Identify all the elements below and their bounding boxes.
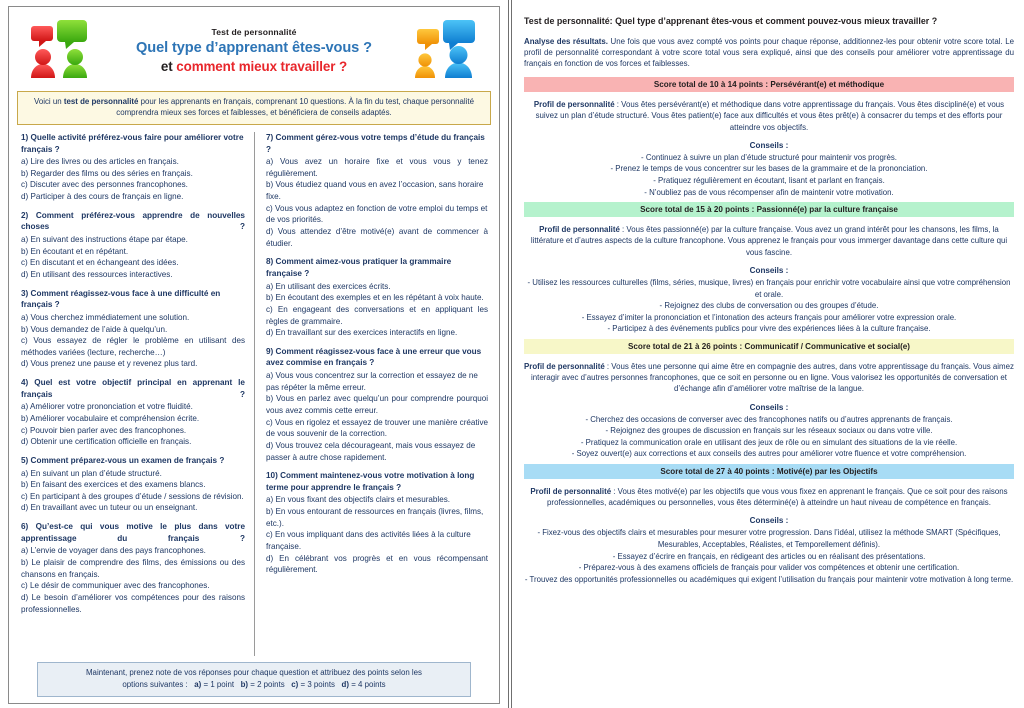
intro-before: Voici un [34, 97, 64, 106]
profile-label: Profil de personnalité [524, 361, 605, 371]
question-option[interactable]: c) Vous essayez de régler le problème en utilisant des méthodes variées (lecture, recherche…) [21, 336, 245, 357]
advice-item: - Trouvez des opportunités professionnelles ou académiques qui exigent l’utilisation du français pour maintenir votre motivation à long terme. [524, 574, 1014, 584]
speech-bubbles-red-green-icon [19, 16, 105, 84]
left-page-header [15, 12, 493, 88]
advice-item: - Prenez le temps de vous concentrer sur les bases de la grammaire et de la prononciation. [610, 164, 928, 174]
question-option[interactable]: b) Améliorer vocabulaire et compréhension écrite. [21, 414, 200, 423]
right-page [512, 0, 1024, 708]
score-band: Score total de 21 à 26 points : Communicatif / Communicative et social(e) [524, 339, 1014, 354]
question-option[interactable]: c) En discutant et en échangeant des idées. [21, 258, 179, 268]
question-option[interactable]: c) En participant à des groupes d’étude / sessions de révision. [21, 491, 244, 501]
question-option[interactable]: b) Regarder des films ou des séries en français. [21, 168, 193, 178]
question-title: 5) Comment préparez-vous un examen de français ? [21, 455, 225, 465]
profile-paragraph [524, 486, 1014, 508]
question-title: 6) Qu’est-ce qui vous motive le plus dans votre apprentissage du français ? [21, 522, 245, 543]
question-option[interactable]: b) Vous étudiez quand vous en avez l’occasion, sans horaire fixe. [266, 180, 484, 202]
profile-label: Profil de personnalité [533, 100, 615, 110]
advice-item: - Soyez ouvert(e) aux corrections et aux conseils des autres pour améliorer votre fluence et votre compréhension. [571, 449, 967, 459]
advice-item: - Rejoignez des clubs de conversation ou des groupes d’étude. [659, 301, 879, 311]
question-option[interactable]: a) En utilisant des exercices écrits. [266, 281, 391, 291]
question-option[interactable]: c) En vous impliquant dans des activités liées à la culture française. [266, 530, 471, 552]
question-option[interactable]: d) Vous attendez d’être motivé(e) avant de commencer à étudier. [266, 227, 488, 248]
page-subtitle [109, 59, 399, 74]
question-option[interactable]: c) Pouvoir bien parler avec des francophones. [21, 425, 187, 435]
score-band: Score total de 15 à 20 points : Passionné(e) par la culture française [524, 202, 1014, 217]
question-option[interactable]: c) En engageant des conversations et en appliquant les règles de grammaire. [266, 304, 488, 326]
left-page-frame [8, 6, 500, 704]
speech-bubbles-orange-blue-icon [403, 16, 489, 84]
analysis-text: Une fois que vous avez compté vos points pour chaque réponse, additionnez-les pour obtenir votre score total. Le profil de personnalité correspondant à votre score total vous sera expliqué, ainsi que des conseils pour améliorer votre apprentissage du français en fonction de vos forces et faiblesses. [524, 36, 1014, 69]
result-section [524, 464, 1014, 585]
questions-column-right [254, 132, 491, 656]
question-option[interactable]: d) Participer à des cours de français en ligne. [21, 192, 184, 202]
question-option[interactable]: b) Le plaisir de comprendre des films, des émissions ou des chansons en français. [21, 558, 245, 579]
question-option[interactable]: d) Le besoin d’améliorer vos compétences pour des raisons professionnelles. [21, 592, 245, 614]
question-option[interactable]: d) En travaillant sur des exercices interactifs en ligne. [266, 328, 458, 338]
question-option[interactable]: a) En suivant un plan d’étude structuré. [21, 468, 162, 478]
question-title: 4) Quel est votre objectif principal en apprenant le français ? [21, 378, 245, 399]
question-title: 1) Quelle activité préférez-vous faire pour améliorer votre français ? [21, 132, 244, 154]
question-option[interactable]: b) En vous entourant de ressources en français (livres, films, etc.). [266, 507, 484, 528]
title-block [105, 27, 403, 74]
advice-heading: Conseils : [749, 140, 789, 150]
result-section [524, 77, 1014, 198]
score-band: Score total de 27 à 40 points : Motivé(e) par les Objectifs [524, 464, 1014, 479]
question-option[interactable]: c) Discuter avec des personnes francophones. [21, 180, 188, 190]
question-option[interactable]: a) L’envie de voyager dans des pays francophones. [21, 546, 206, 556]
question-option[interactable]: d) Vous prenez une pause et y revenez plus tard. [21, 359, 198, 369]
question-option[interactable]: a) Vous avez un horaire fixe et vous vous y tenez régulièrement. [266, 157, 488, 178]
scoring-prefix: options suivantes : [122, 680, 188, 690]
advice-heading: Conseils : [749, 402, 789, 412]
advice-item: - Pratiquez régulièrement en écoutant, lisant et parlant en français. [653, 176, 885, 186]
advice-item: - Essayez d’imiter la prononciation et l’intonation des acteurs français pour améliorer votre expression orale. [581, 312, 957, 322]
profile-label: Profil de personnalité [530, 486, 612, 496]
question-title: 8) Comment aimez-vous pratiquer la grammaire française ? [266, 257, 452, 278]
intro-box [17, 91, 491, 125]
question-option[interactable]: b) En écoutant des exemples et en les répétant à voix haute. [266, 293, 484, 303]
advice-item: - Préparez-vous à des examens officiels de français pour valider vos compétences et obtenir une certification. [578, 563, 960, 573]
page-title: Quel type d’apprenant êtes-vous ? [136, 39, 372, 56]
question-option[interactable]: a) Vous vous concentrez sur la correction et essayez de ne pas répéter la même erreur. [266, 371, 478, 392]
question-option[interactable]: b) Vous en parlez avec quelqu’un pour comprendre pourquoi vous avez commis cette erreur. [266, 394, 488, 415]
result-section [524, 202, 1014, 335]
analysis-label: Analyse des résultats. [524, 36, 608, 46]
results-page-title: Test de personnalité: Quel type d’apprenant êtes-vous et comment pouvez-vous mieux travailler ? [524, 16, 938, 26]
intro-bold: test de personnalité [63, 97, 139, 106]
intro-after: pour les apprenants en français, comprenant 10 questions. À la fin du test, chaque personnalité comprendra mieux ses forces et faiblesses, et bénéficiera de conseils adaptés. [116, 97, 474, 118]
advice-item: - Utilisez les ressources culturelles (films, séries, musique, livres) en français pour enrichir votre vocabulaire ainsi que votre compréhension et orale. [527, 277, 1011, 299]
question-option[interactable]: d) Obtenir une certification officielle en français. [21, 437, 192, 447]
question-title: 7) Comment gérez-vous votre temps d’étude du français ? [266, 132, 485, 154]
advice-item: - Essayez d’écrire en français, en rédigeant des articles ou en réalisant des présentations. [612, 551, 926, 561]
question-option[interactable]: a) Vous cherchez immédiatement une solution. [21, 312, 190, 322]
left-page [0, 0, 508, 708]
subtitle-red: comment mieux travailler ? [176, 58, 348, 74]
question-option[interactable]: d) En célébrant vos progrès et en vous récompensant régulièrement. [266, 553, 488, 575]
advice-item: - Continuez à suivre un plan d’étude structuré pour maintenir vos progrès. [641, 152, 897, 162]
point-label-a: a) [194, 680, 202, 690]
advice-item: - Cherchez des occasions de converser avec des francophones natifs ou d’autres apprenants de français. [585, 414, 953, 424]
question-option[interactable]: a) Lire des livres ou des articles en français. [21, 157, 179, 167]
question-option[interactable]: d) En utilisant des ressources interactives. [21, 269, 173, 279]
question-title: 3) Comment réagissez-vous face à une difficulté en français ? [21, 288, 221, 310]
advice-heading: Conseils : [749, 516, 789, 526]
scoring-line-1: Maintenant, prenez note de vos réponses pour chaque question et attribuez des points selon les [85, 668, 422, 678]
question-title: 10) Comment maintenez-vous votre motivation à long terme pour apprendre le français ? [266, 471, 475, 492]
questions-column-left [17, 132, 254, 656]
question-title: 9) Comment réagissez-vous face à une erreur que vous avez commise en français ? [266, 346, 482, 368]
advice-item: - Participez à des événements publics pour vivre des expériences liées à la culture française. [607, 324, 931, 334]
profile-text: : Vous êtes persévérant(e) et méthodique dans votre apprentissage du français. Vous êtes discipliné(e) et vous suivez un plan d’étude structuré. Vous êtes patient(e) face aux difficultés et vous êtes prêt(e) à consacrer du temps et des efforts pour atteindre vos objectifs. [535, 100, 1005, 132]
scoring-line-2 [46, 679, 462, 691]
score-band: Score total de 10 à 14 points : Persévérant(e) et méthodique [524, 77, 1014, 92]
question-option[interactable]: a) En suivant des instructions étape par étape. [21, 235, 188, 245]
point-value-d: = 4 points [351, 680, 386, 690]
advice-item: - N’oubliez pas de vous récompenser afin de maintenir votre motivation. [644, 187, 894, 197]
profile-paragraph [524, 99, 1014, 133]
advice-item: - Rejoignez des groupes de discussion en français sur les réseaux sociaux ou dans votre ville. [605, 426, 933, 436]
question-option[interactable]: d) Vous trouvez cela décourageant, mais vous essayez de passer à autre chose rapidement. [266, 440, 476, 462]
profile-label: Profil de personnalité [539, 225, 620, 235]
profile-paragraph [524, 224, 1014, 258]
page-supertitle: Test de personnalité [211, 26, 297, 37]
question-option[interactable]: b) Vous demandez de l’aide à quelqu’un. [21, 324, 168, 334]
profile-paragraph [524, 361, 1014, 395]
question-option[interactable]: c) Vous vous adaptez en fonction de votre emploi du temps et de vos priorités. [266, 203, 488, 225]
point-value-b: = 2 points [250, 680, 285, 690]
question-option[interactable]: b) En faisant des exercices et des examens blancs. [21, 480, 206, 490]
subtitle-et: et [160, 58, 173, 74]
question-option[interactable]: d) En travaillant avec un tuteur ou un enseignant. [21, 503, 198, 513]
advice-item: - Fixez-vous des objectifs clairs et mesurables pour mesurer votre progression. Dans l’idéal, utilisez la méthode SMART (Spécifiques, Mesurables, Acceptables, Réalistes, et Temporellement définis). [537, 528, 1001, 549]
point-label-c: c) [291, 680, 299, 690]
advice-heading: Conseils : [749, 265, 789, 275]
profile-text: : Vous êtes passionné(e) par la culture française. Vous avez un grand intérêt pour les chansons, les films, la littérature et d’autres aspects de la culture francophone. Vous apprenez le français pour vous immerger davantage dans cette culture qui vous fascine. [530, 225, 1008, 257]
question-option[interactable]: b) En écoutant et en répétant. [21, 246, 129, 256]
question-option[interactable]: a) Améliorer votre prononciation et votre fluidité. [21, 402, 193, 412]
profile-text: : Vous êtes une personne qui aime être en compagnie des autres, dans votre apprentissage du français. Vous aimez interagir avec d’autres personnes francophones, que ce soit en personne ou en ligne. Vous valorisez les opportunités de conversation et d’échange afin d’améliorer votre maîtrise de la langue. [531, 361, 1014, 394]
analysis-paragraph [524, 36, 1014, 70]
question-option[interactable]: c) Vous en rigolez et essayez de trouver une manière créative de vous souvenir de la correction. [266, 417, 488, 439]
result-section [524, 339, 1014, 460]
point-value-a: = 1 point [203, 680, 235, 690]
questions-columns [15, 132, 493, 656]
scoring-instructions-box [37, 662, 471, 697]
point-label-d: d) [341, 680, 349, 690]
question-option[interactable]: a) En vous fixant des objectifs clairs et mesurables. [266, 495, 450, 505]
point-value-c: = 3 points [300, 680, 335, 690]
point-label-b: b) [240, 680, 249, 690]
question-title: 2) Comment préférez-vous apprendre de nouvelles choses ? [21, 210, 245, 232]
profile-text: : Vous êtes motivé(e) par les objectifs que vous vous fixez en apprenant le français. Que ce soit pour des raisons professionnelles, académiques ou personnelles, vous êtes déterminé(e) à atteindre un haut niveau de compétence en français. [547, 486, 1008, 508]
question-option[interactable]: c) Le désir de communiquer avec des francophones. [21, 581, 210, 591]
advice-item: - Pratiquez la communication orale en utilisant des jeux de rôle ou en simulant des situations de la vie réelle. [580, 437, 958, 447]
